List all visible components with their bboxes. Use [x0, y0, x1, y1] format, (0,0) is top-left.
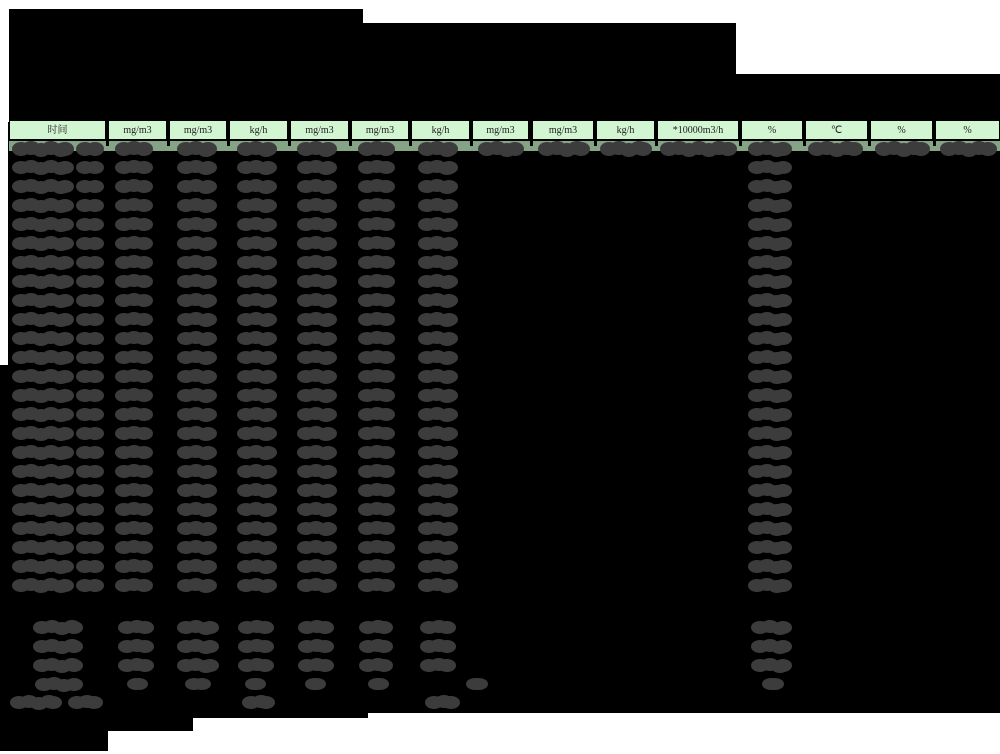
redacted-value: [358, 370, 376, 383]
redacted-value: [177, 560, 195, 573]
redacted-value: [358, 237, 376, 250]
redacted-value: [297, 199, 315, 212]
redacted-value: [875, 142, 893, 156]
column-border-notch: [288, 141, 291, 146]
redacted-value: [297, 560, 315, 573]
header-cell-7: kg/h: [412, 121, 469, 139]
redacted-value: [115, 465, 133, 478]
redacted-value: [177, 621, 195, 634]
redacted-timestamp: [76, 522, 94, 535]
redacted-value: [297, 541, 315, 554]
redacted-value: [418, 161, 436, 174]
column-border-notch: [167, 141, 170, 146]
redacted-value: [177, 256, 195, 269]
redacted-value: [115, 427, 133, 440]
redacted-value: [177, 161, 195, 174]
redacted-value: [115, 142, 133, 156]
redacted-value: [177, 427, 195, 440]
redacted-value: [115, 218, 133, 231]
redacted-value: [237, 180, 255, 193]
redacted-value: [418, 275, 436, 288]
redacted-value: [418, 237, 436, 250]
redacted-timestamp: [76, 275, 94, 288]
redacted-value: [418, 522, 436, 535]
redacted-timestamp: [12, 294, 30, 307]
header-cell-6: mg/m3: [352, 121, 408, 139]
redacted-value: [358, 161, 376, 174]
redacted-value: [237, 370, 255, 383]
redacted-value: [748, 180, 766, 193]
redacted-value: [177, 237, 195, 250]
redacted-timestamp: [76, 294, 94, 307]
redacted-value: [420, 621, 438, 634]
redacted-value: [418, 389, 436, 402]
redacted-value: [418, 294, 436, 307]
redacted-value: [298, 640, 316, 653]
redacted-value: [748, 446, 766, 459]
redacted-value: [359, 621, 377, 634]
redacted-value: [237, 484, 255, 497]
redacted-value: [297, 161, 315, 174]
column-border-notch: [106, 141, 109, 146]
redacted-value: [237, 351, 255, 364]
redacted-timestamp: [12, 408, 30, 421]
redacted-value: [127, 678, 145, 690]
redacted-value: [237, 465, 255, 478]
redacted-value: [358, 560, 376, 573]
redacted-value: [238, 621, 256, 634]
redacted-timestamp: [76, 218, 94, 231]
header-cell-5: mg/m3: [291, 121, 348, 139]
redacted-note: [10, 696, 28, 709]
redacted-value: [242, 696, 260, 709]
column-border-notch: [227, 141, 230, 146]
redacted-value: [115, 446, 133, 459]
redacted-value: [748, 465, 766, 478]
redacted-timestamp: [76, 370, 94, 383]
redacted-value: [177, 275, 195, 288]
redacted-bottom-step-2: [0, 718, 193, 731]
redacted-row-label: [33, 640, 51, 653]
redacted-value: [237, 313, 255, 326]
redacted-top-band: [9, 23, 736, 122]
redacted-value: [808, 142, 826, 156]
redacted-value: [177, 541, 195, 554]
column-border-notch: [530, 141, 533, 146]
redacted-value: [358, 541, 376, 554]
redacted-value: [660, 142, 678, 156]
column-border-notch: [803, 141, 806, 146]
redacted-value: [115, 522, 133, 535]
header-cell-13: ℃: [806, 121, 867, 139]
first-row-highlight-strip: [9, 141, 1000, 151]
redacted-row-label: [35, 678, 53, 691]
redacted-value: [748, 370, 766, 383]
redacted-value: [177, 522, 195, 535]
redacted-value: [748, 579, 766, 592]
redacted-value: [418, 142, 436, 156]
redacted-value: [298, 621, 316, 634]
redacted-value: [751, 621, 769, 634]
redacted-value: [297, 522, 315, 535]
redacted-value: [940, 142, 958, 156]
redacted-value: [115, 161, 133, 174]
redacted-value: [297, 446, 315, 459]
redacted-value: [115, 370, 133, 383]
redacted-value: [115, 180, 133, 193]
redacted-timestamp: [12, 218, 30, 231]
redacted-value: [358, 256, 376, 269]
redacted-timestamp: [12, 484, 30, 497]
redacted-value: [751, 640, 769, 653]
redacted-timestamp: [12, 427, 30, 440]
redacted-value: [237, 142, 255, 156]
redacted-value: [297, 465, 315, 478]
redacted-value: [748, 522, 766, 535]
redacted-table-body-lower: [0, 365, 1000, 713]
redacted-value: [115, 275, 133, 288]
redacted-value: [237, 541, 255, 554]
redacted-value: [358, 332, 376, 345]
redacted-value: [237, 237, 255, 250]
redacted-value: [466, 678, 484, 690]
redacted-timestamp: [12, 579, 30, 592]
redacted-value: [237, 503, 255, 516]
column-border-notch: [739, 141, 742, 146]
redacted-timestamp: [12, 161, 30, 174]
redacted-value: [748, 275, 766, 288]
redacted-value: [297, 180, 315, 193]
redacted-timestamp: [76, 465, 94, 478]
redacted-value: [748, 408, 766, 421]
redacted-value: [177, 640, 195, 653]
redacted-timestamp: [76, 351, 94, 364]
redacted-value: [297, 579, 315, 592]
column-border-notch: [933, 141, 936, 146]
redacted-value: [478, 142, 496, 156]
redacted-value: [418, 560, 436, 573]
redacted-value: [177, 503, 195, 516]
redacted-value: [748, 313, 766, 326]
redacted-table-body: [8, 122, 1000, 365]
redacted-timestamp: [76, 560, 94, 573]
header-cell-3: mg/m3: [170, 121, 226, 139]
redacted-timestamp: [12, 275, 30, 288]
redacted-value: [358, 579, 376, 592]
redacted-timestamp: [76, 313, 94, 326]
redacted-value: [237, 256, 255, 269]
redacted-top-right-band: [736, 74, 1000, 122]
redacted-value: [237, 199, 255, 212]
redacted-value: [237, 389, 255, 402]
redacted-timestamp: [76, 199, 94, 212]
redacted-value: [245, 678, 263, 690]
redacted-value: [748, 484, 766, 497]
redacted-value: [358, 294, 376, 307]
redacted-value: [420, 659, 438, 672]
redacted-value: [237, 294, 255, 307]
redacted-value: [418, 351, 436, 364]
redacted-timestamp: [76, 484, 94, 497]
redacted-value: [118, 640, 136, 653]
redacted-value: [748, 427, 766, 440]
redacted-value: [115, 503, 133, 516]
redacted-value: [751, 659, 769, 672]
redacted-value: [115, 332, 133, 345]
redacted-value: [118, 659, 136, 672]
redacted-timestamp: [76, 503, 94, 516]
redacted-value: [177, 218, 195, 231]
redacted-value: [177, 389, 195, 402]
header-cell-10: kg/h: [597, 121, 654, 139]
redacted-timestamp: [76, 389, 94, 402]
header-cell-11: *10000m3/h: [658, 121, 738, 139]
redacted-value: [237, 161, 255, 174]
redacted-value: [177, 332, 195, 345]
redacted-value: [358, 313, 376, 326]
redacted-timestamp: [12, 256, 30, 269]
redacted-value: [748, 218, 766, 231]
redacted-value: [185, 678, 203, 690]
column-border-notch: [655, 141, 658, 146]
redacted-value: [115, 560, 133, 573]
redacted-value: [358, 522, 376, 535]
redacted-value: [748, 541, 766, 554]
redacted-value: [418, 541, 436, 554]
redacted-value: [748, 389, 766, 402]
redacted-value: [297, 389, 315, 402]
redacted-value: [358, 408, 376, 421]
redacted-value: [368, 678, 386, 690]
redacted-timestamp: [12, 332, 30, 345]
redacted-timestamp: [12, 560, 30, 573]
redacted-value: [418, 484, 436, 497]
redacted-value: [297, 294, 315, 307]
redacted-value: [297, 237, 315, 250]
redacted-value: [115, 294, 133, 307]
column-border-notch: [868, 141, 871, 146]
redacted-value: [297, 313, 315, 326]
redacted-value: [600, 142, 618, 156]
header-cell-2: mg/m3: [109, 121, 166, 139]
redacted-value: [425, 696, 443, 709]
redacted-value: [359, 659, 377, 672]
redacted-value: [177, 446, 195, 459]
redacted-value: [115, 351, 133, 364]
redacted-timestamp: [12, 370, 30, 383]
redacted-value: [237, 275, 255, 288]
redacted-timestamp: [76, 427, 94, 440]
redacted-value: [358, 351, 376, 364]
redacted-value: [418, 446, 436, 459]
redacted-value: [358, 465, 376, 478]
redacted-value: [238, 659, 256, 672]
redacted-timestamp: [12, 351, 30, 364]
redacted-value: [418, 408, 436, 421]
redacted-timestamp: [76, 541, 94, 554]
redacted-value: [237, 446, 255, 459]
redacted-value: [237, 218, 255, 231]
redacted-value: [297, 218, 315, 231]
redacted-value: [177, 484, 195, 497]
redacted-value: [297, 142, 315, 156]
redacted-timestamp: [76, 237, 94, 250]
redacted-value: [418, 218, 436, 231]
redacted-value: [298, 659, 316, 672]
header-cell-1: 时间: [10, 121, 105, 139]
header-cell-8: mg/m3: [473, 121, 528, 139]
redacted-value: [115, 313, 133, 326]
redacted-timestamp: [76, 180, 94, 193]
redacted-value: [297, 275, 315, 288]
redacted-timestamp: [76, 332, 94, 345]
redacted-timestamp: [12, 142, 30, 156]
redacted-value: [748, 256, 766, 269]
redacted-value: [297, 408, 315, 421]
redacted-value: [177, 313, 195, 326]
redacted-value: [420, 640, 438, 653]
redacted-timestamp: [12, 522, 30, 535]
redacted-value: [115, 256, 133, 269]
header-cell-14: %: [871, 121, 932, 139]
redacted-timestamp: [12, 503, 30, 516]
redacted-value: [115, 541, 133, 554]
redacted-value: [358, 275, 376, 288]
redacted-timestamp: [12, 313, 30, 326]
column-border-notch: [470, 141, 473, 146]
redacted-row-label: [33, 659, 51, 672]
redacted-value: [115, 408, 133, 421]
redacted-value: [297, 351, 315, 364]
redacted-timestamp: [12, 389, 30, 402]
redacted-value: [297, 427, 315, 440]
redacted-timestamp: [76, 142, 94, 156]
redacted-value: [748, 142, 766, 156]
redacted-value: [358, 484, 376, 497]
redacted-value: [418, 427, 436, 440]
redacted-value: [358, 199, 376, 212]
redacted-value: [115, 389, 133, 402]
redacted-value: [538, 142, 556, 156]
redacted-bottom-step-3: [0, 731, 108, 751]
redacted-timestamp: [76, 256, 94, 269]
redacted-value: [418, 180, 436, 193]
redacted-value: [358, 218, 376, 231]
redacted-value: [418, 579, 436, 592]
redacted-value: [177, 408, 195, 421]
redacted-note: [68, 696, 86, 709]
redacted-timestamp: [12, 446, 30, 459]
redacted-value: [238, 640, 256, 653]
redacted-value: [748, 560, 766, 573]
redacted-value: [748, 161, 766, 174]
redacted-value: [297, 370, 315, 383]
header-cell-9: mg/m3: [533, 121, 593, 139]
redacted-value: [358, 142, 376, 156]
redacted-value: [118, 621, 136, 634]
redacted-value: [297, 256, 315, 269]
redacted-value: [358, 389, 376, 402]
header-cell-12: %: [742, 121, 802, 139]
redacted-timestamp: [12, 180, 30, 193]
redacted-value: [358, 446, 376, 459]
redacted-value: [297, 503, 315, 516]
redacted-value: [237, 522, 255, 535]
redacted-value: [177, 659, 195, 672]
redacted-timestamp: [12, 237, 30, 250]
redacted-value: [748, 237, 766, 250]
column-border-notch: [594, 141, 597, 146]
redacted-value: [297, 484, 315, 497]
redacted-value: [418, 503, 436, 516]
redacted-value: [177, 579, 195, 592]
redacted-value: [237, 332, 255, 345]
redacted-value: [358, 503, 376, 516]
redacted-timestamp: [76, 408, 94, 421]
redacted-value: [177, 180, 195, 193]
redacted-value: [237, 427, 255, 440]
column-border-notch: [409, 141, 412, 146]
column-border-notch: [349, 141, 352, 146]
redacted-value: [177, 294, 195, 307]
redacted-value: [297, 332, 315, 345]
header-cell-4: kg/h: [230, 121, 287, 139]
redacted-value: [418, 370, 436, 383]
redacted-value: [177, 142, 195, 156]
redacted-value: [358, 427, 376, 440]
redacted-value: [237, 579, 255, 592]
redacted-value: [305, 678, 323, 690]
redacted-row-label: [33, 621, 51, 634]
redacted-value: [418, 256, 436, 269]
redacted-value: [748, 503, 766, 516]
redacted-value: [359, 640, 377, 653]
redacted-value: [748, 199, 766, 212]
redacted-timestamp: [76, 579, 94, 592]
redacted-timestamp: [12, 541, 30, 554]
redacted-value: [418, 313, 436, 326]
redacted-value: [418, 332, 436, 345]
redacted-value: [177, 199, 195, 212]
redacted-value: [115, 199, 133, 212]
redacted-timestamp: [76, 161, 94, 174]
redacted-value: [115, 484, 133, 497]
redacted-value: [418, 465, 436, 478]
header-cell-15: %: [936, 121, 999, 139]
redacted-value: [237, 560, 255, 573]
redacted-value: [748, 294, 766, 307]
redacted-value: [418, 199, 436, 212]
redacted-value: [358, 180, 376, 193]
redacted-timestamp: [12, 199, 30, 212]
redacted-value: [115, 579, 133, 592]
redacted-value: [748, 351, 766, 364]
redacted-value: [748, 332, 766, 345]
redacted-value: [177, 351, 195, 364]
redacted-timestamp: [76, 446, 94, 459]
redacted-value: [237, 408, 255, 421]
redacted-timestamp: [12, 465, 30, 478]
redacted-value: [177, 465, 195, 478]
redacted-value: [115, 237, 133, 250]
redacted-value: [177, 370, 195, 383]
redacted-value: [762, 678, 780, 690]
